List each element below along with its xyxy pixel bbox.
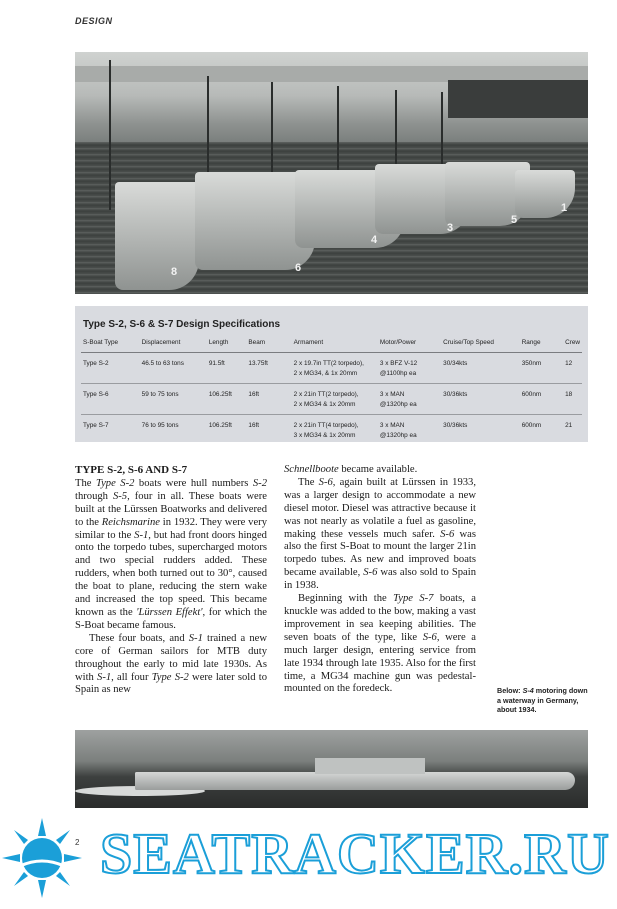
cell-motor (378, 353, 441, 384)
page-number: 2 (75, 838, 80, 847)
cell-speed: 30/34kts (441, 353, 520, 384)
specifications-table (81, 339, 582, 445)
table-row (81, 384, 582, 415)
photo-pier (448, 80, 588, 118)
cell-range: 600nm (521, 422, 542, 429)
column-header: Cruise/Top Speed (441, 339, 520, 353)
armament-line: 2 x MG34 & 1x 20mm (293, 401, 356, 408)
specifications-title: Type S-2, S-6 & S-7 Design Specifications (83, 319, 281, 330)
photo-mast (441, 92, 443, 172)
column-header: S-Boat Type (81, 339, 140, 353)
photo-hull-number: 4 (371, 234, 378, 246)
cell-length: 106.25ft (207, 384, 247, 415)
paragraph: These four boats, and S-1 trained a new core of German sailors for MTB duty throughout the early to mid late 1930s. As with S-1, all four Type S-2 were later sold to Spain as new (75, 632, 268, 696)
cell-crew: 18 (563, 384, 582, 415)
column-header: Displacement (140, 339, 207, 353)
photo-hull-number: 5 (511, 214, 518, 226)
column-header: Motor/Power (378, 339, 441, 353)
photo-s4-underway (75, 730, 588, 808)
cell-type: Type S-6 (81, 384, 140, 415)
cell-displacement: 59 to 75 tons (140, 384, 207, 415)
cell-armament (292, 384, 378, 415)
armament-line: 2 x 21in TT(2 torpedo), (293, 391, 359, 398)
running-header: DESIGN (75, 16, 113, 26)
table-header-row (81, 339, 582, 353)
paragraph: Beginning with the Type S-7 boats, a knuckle was added to the bow, making a vast improvement in sea keeping abilities. The seven boats of the type, like S-6, were a much larger design, entering service from late 1934 through late 1935. Also for the first time, a MG34 machine gun was pedestal-mounted on the foredeck. (284, 593, 477, 695)
cell-speed: 30/36kts (443, 422, 468, 429)
cell-beam: 16ft (248, 422, 260, 429)
cell-range: 600nm (520, 384, 563, 415)
cell-speed: 30/36kts (441, 384, 520, 415)
specifications-panel (75, 306, 588, 442)
photo-moored-s-boats (75, 52, 588, 294)
armament-line: 3 x MG34 & 1x 20mm (293, 432, 356, 439)
article-column-left (75, 464, 267, 697)
photo-caption: Below: S-4 motoring down a waterway in Germany, about 1934. (497, 686, 588, 714)
cell-armament (292, 415, 378, 446)
motor-line: 3 x MAN (379, 422, 405, 429)
cell-crew: 21 (565, 422, 573, 429)
armament-line: 2 x MG34, & 1x 20mm (293, 370, 358, 377)
motor-line: 3 x BFZ V-12 (379, 360, 418, 367)
armament-line: 2 x 19.7in TT(2 torpedo), (293, 360, 364, 367)
cell-displacement: 46.5 to 63 tons (140, 353, 207, 384)
motor-line: 3 x MAN (379, 391, 405, 398)
photo-hull-number: 6 (295, 262, 302, 274)
column-header: Beam (246, 339, 291, 353)
cell-type: Type S-2 (81, 353, 140, 384)
section-heading: TYPE S-2, S-6 AND S-7 (75, 464, 188, 476)
paragraph: The Type S-2 boats were hull numbers S-2 through S-5, four in all. These boats were built at the Lürssen Boatworks and delivered to the Reichsmarine in 1932. They were very similar to the S-1, but had front doors hinged onto the torpedo tubes, supercharged motors and two special rudders added. These rudders, when both turned out to 30°, caused the boat to plane, reducing the stern wake and increased the top speed. This became known as the 'Lürssen Effekt', for which the S-Boat became famous. (75, 477, 267, 631)
cell-length: 106.25ft (208, 422, 232, 429)
cell-motor (378, 415, 441, 446)
armament-line: 2 x 21in TT(4 torpedo), (293, 422, 359, 429)
cell-beam: 16ft (246, 384, 291, 415)
photo-hull-number: 1 (561, 202, 568, 214)
table-row (81, 415, 582, 446)
cell-crew: 12 (563, 353, 582, 384)
column-header: Length (207, 339, 247, 353)
column-header: Range (520, 339, 563, 353)
table-row (81, 353, 582, 384)
photo-hull-number: 8 (171, 266, 178, 278)
photo-mast (109, 60, 111, 210)
column-header: Crew (563, 339, 582, 353)
article-column-right (284, 464, 476, 696)
photo-boat-cabin (315, 758, 425, 774)
motor-line: @1320hp ea (379, 432, 417, 439)
cell-range: 350nm (520, 353, 563, 384)
photo-boat-hull (115, 182, 199, 290)
paragraph: Schnellboote became available. (284, 464, 418, 475)
cell-displacement: 76 to 95 tons (141, 422, 179, 429)
cell-length: 91.5ft (207, 353, 247, 384)
paragraph: The S-6, again built at Lürssen in 1933, was a larger design to accommodate a new diesel motor. Diesel was attractive because it was not nearly as volatile a fuel as gasoline, making these vessels much safer. S-6 was also the first S-Boat to mount the larger 21in torpedo tubes. As new and improved boats became available, S-6 was also sold to Spain in 1938. (284, 476, 477, 592)
motor-line: @1320hp ea (379, 401, 417, 408)
photo-hull-number: 3 (447, 222, 454, 234)
cell-armament (292, 353, 378, 384)
sun-logo-icon (0, 816, 84, 900)
column-header: Armament (292, 339, 378, 353)
cell-type: Type S-7 (83, 422, 109, 429)
watermark-text: SEATRACKER.RU (100, 821, 610, 886)
cell-motor (378, 384, 441, 415)
photo-boat-hull (135, 772, 575, 790)
cell-beam: 13.75ft (246, 353, 291, 384)
motor-line: @1100hp ea (379, 370, 417, 377)
